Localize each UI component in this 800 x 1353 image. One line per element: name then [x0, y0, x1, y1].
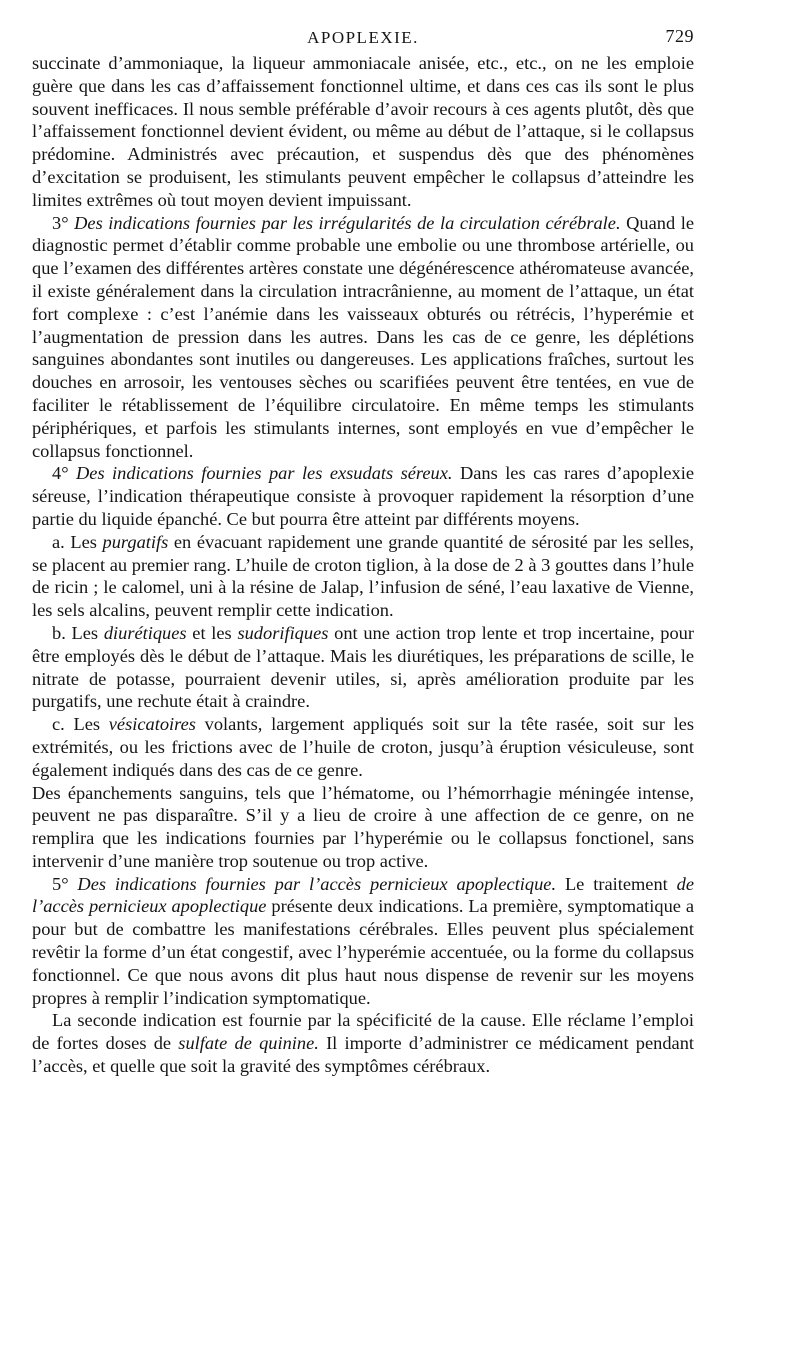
- paragraph: [32, 873, 694, 1010]
- text-run: ont une action trop lente et trop incertaine, pour être employés dès le début de l’attaque. Mais les diurétiques, les préparations de scille, le nitrate de potasse, pourraient devenir utiles, si, après amélioration produite par les purgatifs, une rechute était à craindre.: [32, 622, 695, 712]
- book-page: [32, 26, 694, 1078]
- text-run: b. Les: [52, 622, 104, 643]
- paragraph: [32, 1009, 694, 1077]
- italic-text: de l’accès pernicieux apoplectique: [32, 873, 694, 917]
- text-run: a. Les: [52, 531, 103, 552]
- page-number: 729: [665, 26, 694, 46]
- text-run: 5°: [52, 873, 78, 894]
- italic-text: sulfate de quinine.: [178, 1033, 319, 1054]
- text-run: et les: [186, 622, 238, 643]
- paragraph: [32, 212, 694, 463]
- italic-text: diurétiques: [103, 622, 187, 643]
- text-run: volants, largement appliqués soit sur la tête rasée, soit sur les extrémités, ou les frictions avec de l’huile de croton, jusqu’à éruption vésiculeuse, sont également indiqués dans des cas de ce genre.: [32, 714, 694, 780]
- text-run: Le traitement: [556, 873, 677, 894]
- text-run: 4°: [52, 463, 76, 484]
- paragraph: [32, 52, 694, 212]
- text-run: c. Les: [52, 714, 109, 735]
- italic-text: vésicatoires: [108, 714, 196, 735]
- running-head: [32, 26, 694, 52]
- italic-text: purgatifs: [102, 531, 169, 552]
- text-run: 3°: [52, 212, 75, 233]
- text-run: en évacuant rapidement une grande quantité de sérosité par les selles, se placent au premier rang. L’huile de croton tiglion, à la dose de 2 à 3 gouttes dans l’hule de ricin ; le calomel, uni à la résine de Jalap, l’infusion de séné, l’eau laxative de Vienne, les sels alcalins, peuvent remplir cette indication.: [32, 531, 694, 621]
- paragraph: [32, 462, 694, 530]
- italic-text: Des indications fournies par les exsudats séreux.: [76, 463, 453, 484]
- text-run: Quand le diagnostic permet d’établir comme probable une embolie ou une thrombose artérielle, ou que l’examen des différentes artères constate une dégénérescence athéromateuse avancée, il existe généralement dans la circulation intracrânienne, au moment de l’attaque, un état fort complexe : c’est l’anémie dans les vaisseaux obturés ou rétrécis, l’hyperémie et l’augmentation de pression dans les autres. Dans les cas de ce genre, les déplétions sanguines abondantes sont inutiles ou dangereuses. Les applications fraîches, surtout les douches en arrosoir, les ventouses sèches ou scarifiées peuvent être tentées, en vue de faciliter le rétablissement de l’équilibre circulatoire. En même temps les stimulants périphériques, et parfois les stimulants internes, sont employés en vue d’empêcher le collapsus fonctionnel.: [32, 212, 694, 461]
- paragraph: [32, 531, 694, 622]
- text-run: succinate d’ammoniaque, la liqueur ammoniacale anisée, etc., etc., on ne les emploie guère que dans les cas d’affaissement fonctionnel ultime, et dans ces cas ils sont le plus souvent inefficaces. Il nous semble préférable d’avoir recours à ces agents plutôt, dès que l’affaissement fonctionnel devient évident, ou même au début de l’attaque, si le collapsus prédomine. Administrés avec précaution, et suspendus dès que des phénomènes d’excitation se produisent, les stimulants peuvent empêcher le collapsus d’atteindre les limites extrêmes où tout moyen devient impuissant.: [32, 53, 694, 210]
- text-run: Il importe d’administrer ce médicament pendant l’accès, et quelle que soit la gravité des symptômes cérébraux.: [32, 1033, 694, 1077]
- paragraph: [32, 713, 694, 781]
- text-run: Des épanchements sanguins, tels que l’hématome, ou l’hémorrhagie méningée intense, peuvent ne pas disparaître. S’il y a lieu de croire à une affection de ce genre, on ne remplira que les indications fournies par l’hyperémie ou le collapsus fonctionel, sans intervenir d’une manière trop soutenue ou trop active.: [32, 782, 694, 871]
- italic-text: sudorifiques: [237, 622, 329, 643]
- italic-text: Des indications fournies par les irrégularités de la circulation cérébrale.: [74, 212, 621, 233]
- running-title: APOPLEXIE.: [307, 28, 419, 47]
- text-run: Dans les cas rares d’apoplexie séreuse, l’indication thérapeutique consiste à provoquer rapidement la résorption d’une partie du liquide épanché. Ce but pourra être atteint par différents moyens.: [32, 463, 694, 529]
- italic-text: Des indications fournies par l’accès pernicieux apoplectique.: [77, 873, 557, 894]
- paragraph: [32, 782, 694, 873]
- text-run: présente deux indications. La première, symptomatique a pour but de combattre les manifestations cérébrales. Elles peuvent plus spécialement revêtir la forme d’un état congestif, avec l’hyperémie accentuée, ou la forme du collapsus fonctionnel. Ce que nous avons dit plus haut nous dispense de revenir sur les moyens propres à remplir l’indication symptomatique.: [32, 896, 694, 1008]
- body-text: [32, 52, 694, 1078]
- text-run: La seconde indication est fournie par la spécificité de la cause. Elle réclame l’emploi de fortes doses de: [32, 1010, 694, 1054]
- paragraph: [32, 622, 694, 713]
